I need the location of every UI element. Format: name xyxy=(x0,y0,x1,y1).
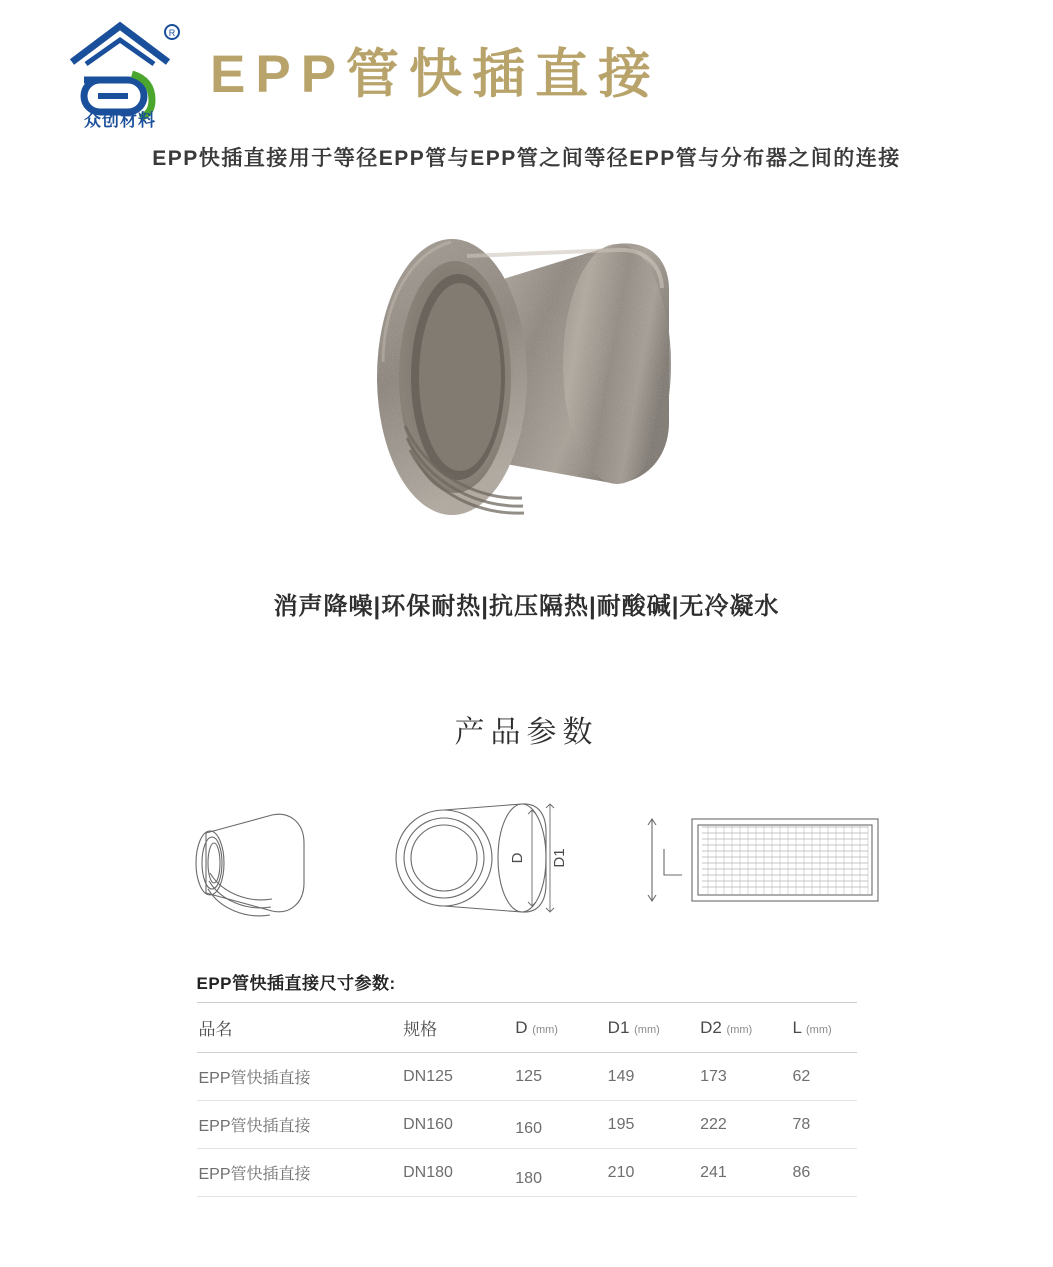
cell-d1: 210 xyxy=(606,1149,698,1197)
svg-text:众创材料: 众创材料 xyxy=(84,111,156,130)
drawing-side-view xyxy=(186,797,326,927)
cell-spec: DN160 xyxy=(401,1101,513,1149)
dimension-table xyxy=(197,1002,857,1197)
cell-d: 125 xyxy=(513,1053,605,1101)
page-title: EPP管快插直接 xyxy=(210,44,662,104)
table-header-row xyxy=(197,1003,857,1053)
svg-text:R: R xyxy=(168,28,176,38)
cell-d: 160 xyxy=(513,1101,605,1149)
coupling-ring-graphic xyxy=(317,212,737,542)
drawing-front-view xyxy=(382,792,582,932)
section-title-parameters: 产品参数 xyxy=(454,716,599,750)
dimension-label-d1: D1 xyxy=(550,848,568,869)
cell-l: 78 xyxy=(790,1101,856,1149)
dimension-label-d: D xyxy=(508,853,526,864)
table-row xyxy=(197,1101,857,1149)
table-row xyxy=(197,1149,857,1197)
drawing-section-view xyxy=(638,797,888,927)
coupling-ring-image xyxy=(317,212,737,542)
parameter-table-block xyxy=(197,969,857,1197)
cell-l: 62 xyxy=(790,1053,856,1101)
table-row xyxy=(197,1053,857,1101)
column-header-d: D (mm) xyxy=(513,1003,605,1053)
column-header-name: 品名 xyxy=(197,1003,402,1053)
column-header-l: L (mm) xyxy=(790,1003,856,1053)
cell-l: 86 xyxy=(790,1149,856,1197)
cell-spec: DN125 xyxy=(401,1053,513,1101)
cell-spec: DN180 xyxy=(401,1149,513,1197)
cell-d1: 195 xyxy=(606,1101,698,1149)
cell-name: EPP管快插直接 xyxy=(197,1101,402,1149)
cell-d2: 241 xyxy=(698,1149,790,1197)
product-photo xyxy=(0,202,1053,552)
page-subtitle: EPP快插直接用于等径EPP管与EPP管之间等径EPP管与分布器之间的连接 xyxy=(152,147,901,170)
feature-list: 消声降噪|环保耐热|抗压隔热|耐酸碱|无冷凝水 xyxy=(273,593,780,621)
column-header-spec: 规格 xyxy=(401,1003,513,1053)
cell-d2: 222 xyxy=(698,1101,790,1149)
page-header xyxy=(0,0,1053,130)
cell-name: EPP管快插直接 xyxy=(197,1053,402,1101)
technical-drawings xyxy=(0,777,1053,947)
company-logo xyxy=(62,18,182,130)
cell-name: EPP管快插直接 xyxy=(197,1149,402,1197)
cell-d1: 149 xyxy=(606,1053,698,1101)
table-caption: EPP管快插直接尺寸参数: xyxy=(196,974,396,994)
column-header-d2: D2 (mm) xyxy=(698,1003,790,1053)
logo-icon xyxy=(62,18,182,130)
cell-d2: 173 xyxy=(698,1053,790,1101)
column-header-d1: D1 (mm) xyxy=(606,1003,698,1053)
cell-d: 180 xyxy=(513,1149,605,1197)
